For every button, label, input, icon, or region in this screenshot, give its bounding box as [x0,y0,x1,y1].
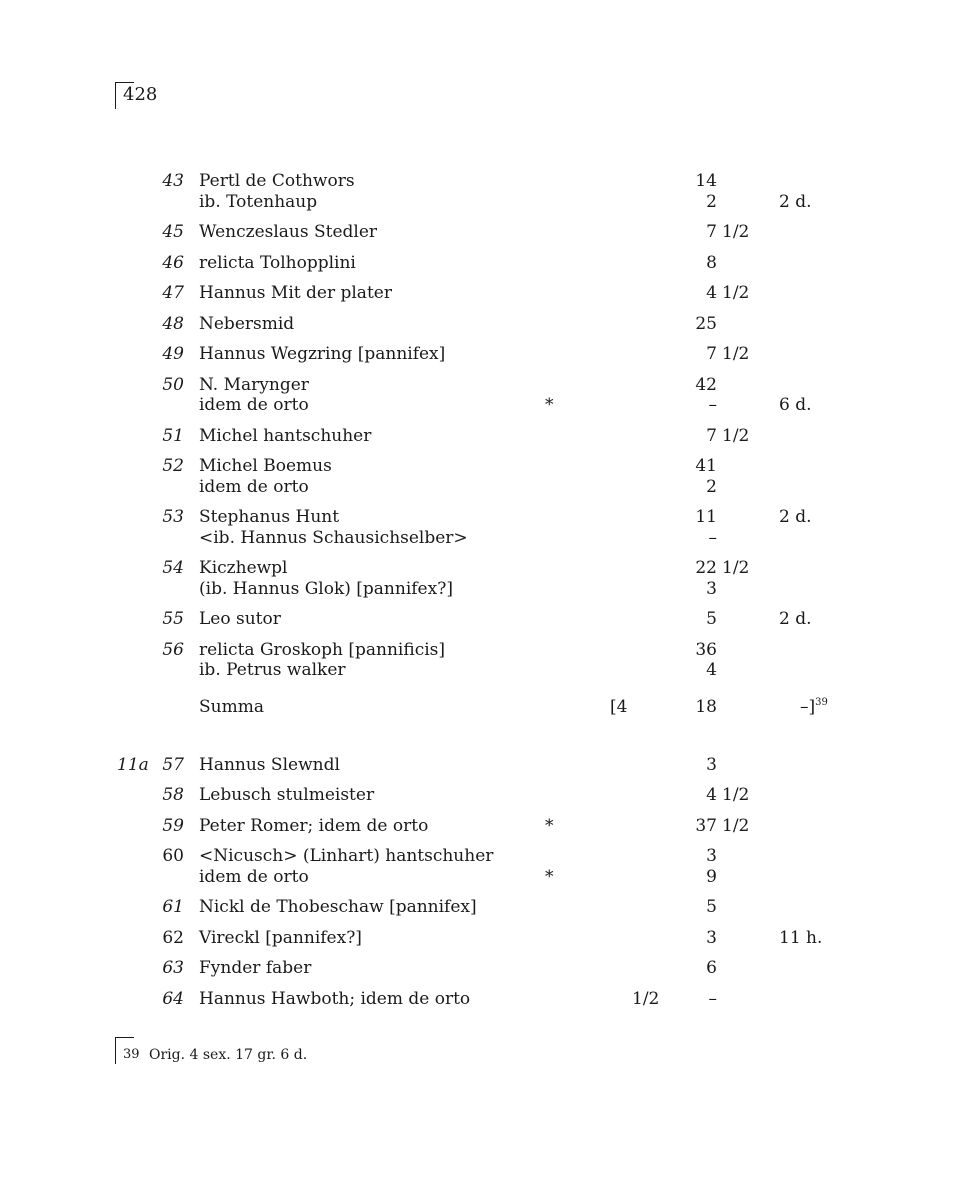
amount-integer: 6 [706,958,717,978]
page-number: 428 [123,84,158,105]
amount-integer: 3 [706,846,717,866]
entry-name: idem de orto [199,866,309,887]
amount-integer: 3 [706,927,717,948]
entry-number: 57 [162,754,184,775]
summa-end [800,696,828,718]
amount-integer: 11 [695,507,717,527]
amount-fraction: 1/2 [722,283,750,303]
summa-end-text: –] [800,696,816,717]
entry-name: Kiczhewpl [199,558,288,578]
amount-integer: 4 [706,785,717,805]
entry-name: (ib. Hannus Glok) [pannifex?] [199,578,453,599]
table-row [0,170,960,192]
entry-name: N. Marynger [199,374,309,395]
entry-name: Lebusch stulmeister [199,785,375,805]
table-row [0,394,960,416]
entry-number: 48 [162,313,184,334]
amount-fraction: 1/2 [722,344,750,364]
table-row [0,313,960,335]
entry-name: Hannus Wegzring [pannifex] [199,344,446,364]
summa-groschen: 18 [695,696,717,717]
entry-name: Wenczeslaus Stedler [199,222,378,242]
table-row [0,282,960,304]
table-row [0,425,960,447]
amount-integer: 2 [706,191,717,212]
entry-number: 43 [162,171,184,191]
entry-name: Hannus Mit der plater [199,283,392,303]
entry-number: 51 [162,425,184,446]
entry-name: <ib. Hannus Schausichselber> [199,527,468,548]
extra-amount: 2 d. [779,507,812,527]
entry-name: Peter Romer; idem de orto [199,815,429,836]
footnote-ref: 39 [815,696,828,708]
amount-integer: 9 [706,866,717,887]
entry-name: Nebersmid [199,313,295,334]
table-row [0,639,960,661]
entry-number: 55 [162,609,184,629]
entry-name: Vireckl [pannifex?] [199,927,362,948]
amount-integer: 3 [706,578,717,599]
table-row [0,784,960,806]
amount-fraction: 1/2 [722,558,750,578]
asterisk-mark: * [545,815,554,836]
entry-name: ib. Petrus walker [199,660,346,680]
entry-name: Fynder faber [199,958,312,978]
table-row [0,221,960,243]
fraction-value: 1/2 [632,988,660,1009]
table-row [0,252,960,274]
amount-integer: – [708,988,717,1009]
extra-amount: 2 d. [779,609,812,629]
table-row [0,608,960,630]
amount-fraction: 1/2 [722,425,750,446]
table-row [0,527,960,549]
amount-integer: – [708,527,717,548]
amount-integer: 42 [695,374,717,395]
entry-name: ib. Totenhaup [199,191,318,212]
entry-number: 49 [162,344,184,364]
entry-number: 56 [162,639,184,660]
entry-number: 59 [162,815,184,836]
entry-number: 58 [162,785,184,805]
entry-name: idem de orto [199,476,309,497]
table-row [0,476,960,498]
footnote-number: 39 [123,1047,140,1062]
amount-integer: 36 [695,639,717,660]
table-row [0,506,960,528]
table-row [0,866,960,888]
amount-integer: 4 [706,283,717,303]
entry-number: 60 [162,846,184,866]
entry-number: 46 [162,252,184,273]
table-row [0,988,960,1010]
table-row [0,927,960,949]
extra-amount: 6 d. [779,395,812,415]
entry-name: idem de orto [199,395,309,415]
entry-number: 45 [162,222,184,242]
amount-integer: 3 [706,754,717,775]
amount-integer: 22 [695,558,717,578]
amount-integer: 37 [695,815,717,836]
folio-marker: 11a [117,754,149,775]
entry-name: relicta Groskoph [pannificis] [199,639,446,660]
amount-integer: 4 [706,660,717,680]
entry-number: 53 [162,507,184,527]
extra-amount: 11 h. [779,927,823,948]
amount-integer: 2 [706,476,717,497]
entry-number: 54 [162,558,184,578]
amount-fraction: 1/2 [722,222,750,242]
amount-integer: 41 [695,456,717,476]
amount-integer: 7 [706,425,717,446]
entry-name: Hannus Slewndl [199,754,340,775]
summa-row [0,696,960,718]
amount-integer: 5 [706,609,717,629]
entry-name: Nickl de Thobeschaw [pannifex] [199,897,477,917]
entry-number: 61 [162,897,184,917]
entry-name: Pertl de Cothwors [199,171,355,191]
table-row [0,845,960,867]
amount-integer: 25 [695,313,717,334]
entry-number: 50 [162,374,184,395]
summa-sexagena: [4 [610,696,628,717]
extra-amount: 2 d. [779,191,812,212]
table-row [0,374,960,396]
amount-integer: 5 [706,897,717,917]
entry-number: 52 [162,456,184,476]
amount-integer: 7 [706,222,717,242]
table-row [0,343,960,365]
amount-integer: – [708,395,717,415]
table-row [0,557,960,579]
entry-name: Hannus Hawboth; idem de orto [199,988,471,1009]
table-row [0,957,960,979]
table-row [0,578,960,600]
footnote-text: Orig. 4 sex. 17 gr. 6 d. [149,1047,308,1063]
entry-name: Michel Boemus [199,456,332,476]
table-row [0,754,960,776]
amount-fraction: 1/2 [722,785,750,805]
entry-name: Michel hantschuher [199,425,372,446]
amount-integer: 14 [695,171,717,191]
asterisk-mark: * [545,866,554,887]
amount-integer: 7 [706,344,717,364]
entry-number: 64 [162,988,184,1009]
entry-name: Stephanus Hunt [199,507,340,527]
entry-number: 47 [162,283,184,303]
entry-name: <Nicusch> (Linhart) hantschuher [199,846,494,866]
table-row [0,659,960,681]
summa-label: Summa [199,696,264,717]
amount-fraction: 1/2 [722,815,750,836]
table-row [0,815,960,837]
amount-integer: 8 [706,252,717,273]
table-row [0,896,960,918]
entry-name: relicta Tolhopplini [199,252,356,273]
table-row [0,455,960,477]
asterisk-mark: * [545,395,554,415]
table-row [0,191,960,213]
entry-number: 62 [162,927,184,948]
entry-name: Leo sutor [199,609,281,629]
entry-number: 63 [162,958,184,978]
